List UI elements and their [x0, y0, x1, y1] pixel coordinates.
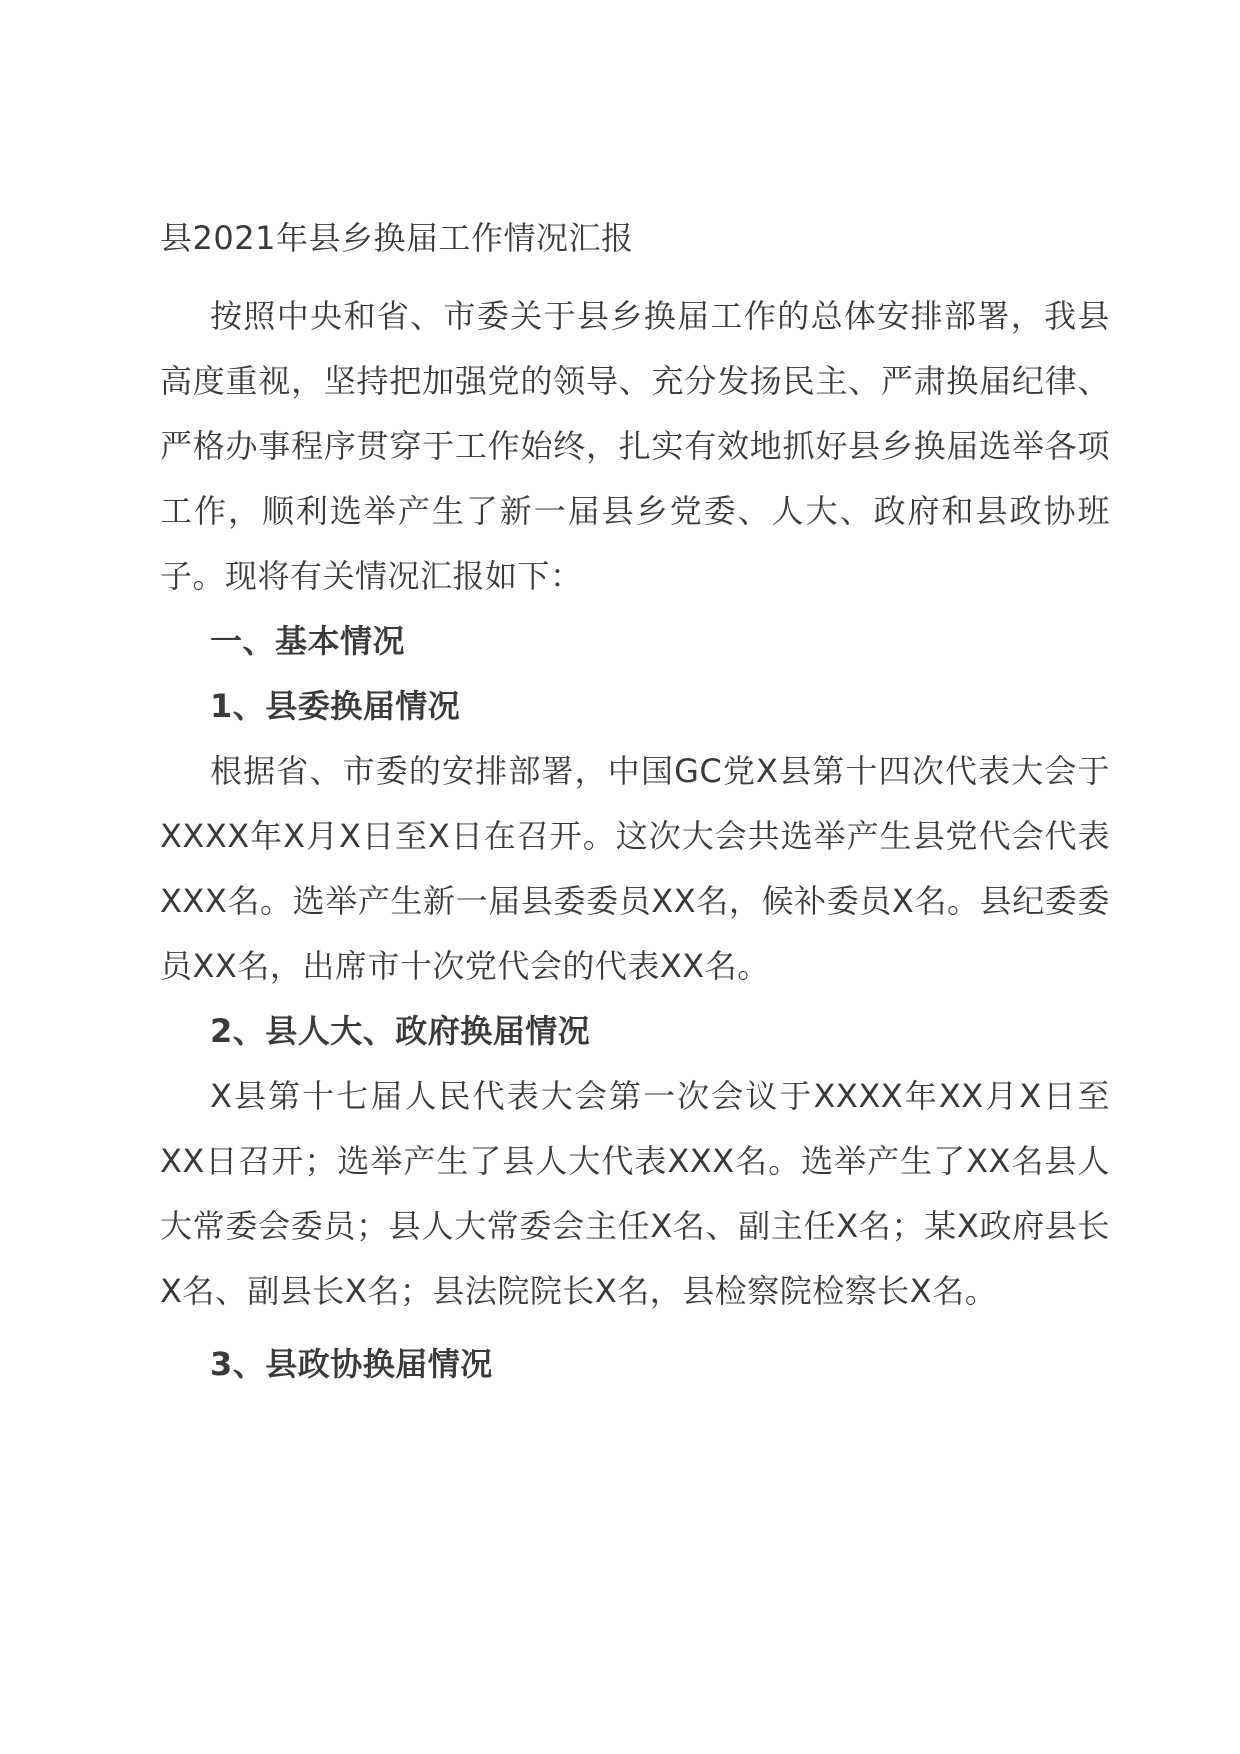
section-heading-basic: 一、基本情况	[210, 622, 406, 660]
subsection-heading-cppcc: 3、县政协换届情况	[210, 1345, 493, 1383]
document-page	[160, 214, 1110, 1397]
congress-government-paragraph: X县第十七届人民代表大会第一次会议于XXXX年XX月X日至XX日召开；选举产生了县人大代表XXX名。选举产生了XX名县人大常委会委员；县人大常委会主任X名、副主任X名；某X政府县长X名、副县长X名；县法院院长X名，县检察院检察长X名。	[160, 1077, 1110, 1310]
document-title: 县2021年县乡换届工作情况汇报	[160, 219, 634, 257]
subsection-heading-congress-government: 2、县人大、政府换届情况	[210, 1012, 591, 1050]
county-committee-paragraph: 根据省、市委的安排部署，中国GC党X县第十四次代表大会于XXXX年X月X日至X日在召开。这次大会共选举产生县党代会代表XXX名。选举产生新一届县委委员XX名，候补委员X名。县纪委委员XX名，出席市十次党代会的代表XX名。	[160, 752, 1110, 985]
intro-paragraph: 按照中央和省、市委关于县乡换届工作的总体安排部署，我县高度重视，坚持把加强党的领导、充分发扬民主、严肃换届纪律、严格办事程序贯穿于工作始终，扎实有效地抓好县乡换届选举各项工作，顺利选举产生了新一届县乡党委、人大、政府和县政协班子。现将有关情况汇报如下：	[160, 297, 1110, 595]
subsection-heading-county-committee: 1、县委换届情况	[210, 687, 461, 725]
